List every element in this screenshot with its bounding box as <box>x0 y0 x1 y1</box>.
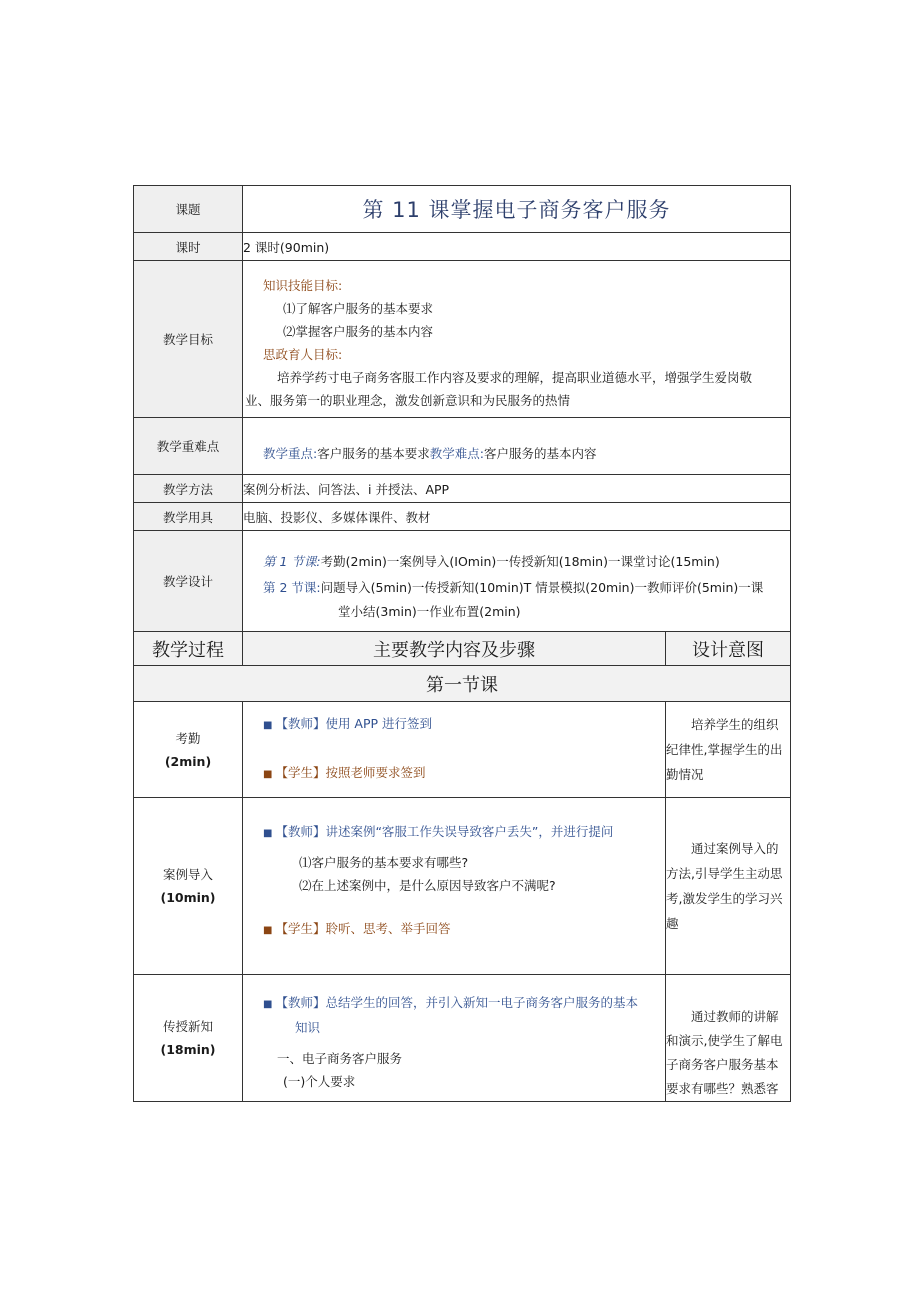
row-case <box>134 798 791 975</box>
hours-value: 2 课时(90min) <box>243 233 791 261</box>
attendance-time: (2min) <box>164 753 212 769</box>
goal-skill-1: ⑴了解客户服务的基本要求 <box>283 301 434 316</box>
col-content: 主要教学内容及步骤 <box>243 632 666 666</box>
design-s2-value-1: 问题导入(5min)一传授新知(10min)T 情景模拟(20min)一教师评价(5min)一课 <box>320 580 764 595</box>
case-teacher: 【教师】讲述案例“客服工作失误导致客户丢失”，并进行提问 <box>275 824 614 839</box>
new-teacher-2: 知识 <box>295 1020 321 1035</box>
new-teacher-1: 【教师】总结学生的回答，并引入新知一电子商务客户服务的基本 <box>275 995 638 1010</box>
new-time: (18min) <box>160 1042 216 1057</box>
tools-value: 电脑、投影仪、多媒体课件、教材 <box>243 503 791 531</box>
goal-moral-text-2: 业、服务第一的职业理念，激发创新意识和为民服务的热情 <box>245 393 571 408</box>
goal-moral-title: 思政育人目标: <box>263 347 343 362</box>
square-bullet-icon: ■ <box>263 925 273 936</box>
attendance-name: 考勤 <box>175 730 201 746</box>
row-topic <box>134 186 791 233</box>
square-bullet-icon: ■ <box>263 999 273 1010</box>
hours-label: 课时 <box>134 233 243 261</box>
design-s1-label: 第 1 节课: <box>263 554 321 569</box>
attendance-content <box>243 702 666 798</box>
goal-moral-text-1: 培养学药寸电子商务客服工作内容及要求的理解，提高职业道德水平，增强学生爱岗敬 <box>277 370 753 385</box>
row-design <box>134 531 791 632</box>
square-bullet-icon: ■ <box>263 720 273 731</box>
design-content <box>243 531 791 632</box>
case-time: (10min) <box>160 890 216 905</box>
goal-content <box>243 261 791 418</box>
design-s2-value-2: 堂小结(3min)一作业布置(2min) <box>338 604 521 619</box>
new-intent: 通过教师的讲解和演示,使学生了解电子商务客户服务基本要求有哪些？熟悉客 <box>666 975 791 1102</box>
case-student: 【学生】聆听、思考、举手回答 <box>275 921 451 936</box>
new-name: 传授新知 <box>162 1019 213 1034</box>
attendance-teacher: 【教师】使用 APP 进行签到 <box>275 716 433 731</box>
case-q2: ⑵在上述案例中，是什么原因导致客户不满呢? <box>299 878 556 893</box>
row-attendance <box>134 702 791 798</box>
lesson-plan-table <box>133 185 791 1102</box>
goal-label: 教学目标 <box>134 261 243 418</box>
goal-skill-2: ⑵掌握客户服务的基本内容 <box>283 324 434 339</box>
key-label: 教学重难点 <box>134 418 243 475</box>
method-label: 教学方法 <box>134 475 243 503</box>
tools-label: 教学用具 <box>134 503 243 531</box>
section-1-title: 第一节课 <box>134 666 791 702</box>
row-goals <box>134 261 791 418</box>
row-process-header <box>134 632 791 666</box>
row-tools <box>134 503 791 531</box>
row-hours <box>134 233 791 261</box>
square-bullet-icon: ■ <box>263 769 273 780</box>
topic-label: 课题 <box>134 186 243 233</box>
case-intent: 通过案例导入的方法,引导学生主动思考,激发学生的学习兴趣 <box>666 798 791 975</box>
row-method <box>134 475 791 503</box>
case-q1: ⑴客户服务的基本要求有哪些? <box>299 855 469 870</box>
attendance-intent: 培养学生的组织纪律性,掌握学生的出勤情况 <box>666 702 791 798</box>
square-bullet-icon: ■ <box>263 828 273 839</box>
new-content <box>243 975 666 1102</box>
case-content <box>243 798 666 975</box>
attendance-cell <box>134 702 243 798</box>
row-new <box>134 975 791 1102</box>
case-cell <box>134 798 243 975</box>
goal-skill-title: 知识技能目标: <box>263 278 343 293</box>
col-process: 教学过程 <box>134 632 243 666</box>
row-section-1 <box>134 666 791 702</box>
design-label: 教学设计 <box>134 531 243 632</box>
row-key <box>134 418 791 475</box>
difficult-label: 教学难点: <box>429 446 484 461</box>
difficult-value: 客户服务的基本内容 <box>483 446 597 461</box>
case-name: 案例导入 <box>162 867 213 882</box>
design-s2-label: 第 2 节课: <box>263 580 321 595</box>
attendance-student: 【学生】按照老师要求签到 <box>275 765 426 780</box>
new-h2: (一)个人要求 <box>283 1074 356 1089</box>
new-h1: 一、电子商务客户服务 <box>277 1051 403 1066</box>
topic-value: 第 11 课掌握电子商务客户服务 <box>243 186 791 233</box>
new-cell <box>134 975 243 1102</box>
col-intent: 设计意图 <box>666 632 791 666</box>
key-point-value: 客户服务的基本要求 <box>317 446 430 461</box>
method-value: 案例分析法、问答法、i 并授法、APP <box>243 475 791 503</box>
key-content <box>243 418 791 475</box>
design-s1-value: 考勤(2min)一案例导入(IOmin)一传授新知(18min)一课堂讨论(15min) <box>320 554 720 569</box>
key-point-label: 教学重点: <box>263 446 318 461</box>
